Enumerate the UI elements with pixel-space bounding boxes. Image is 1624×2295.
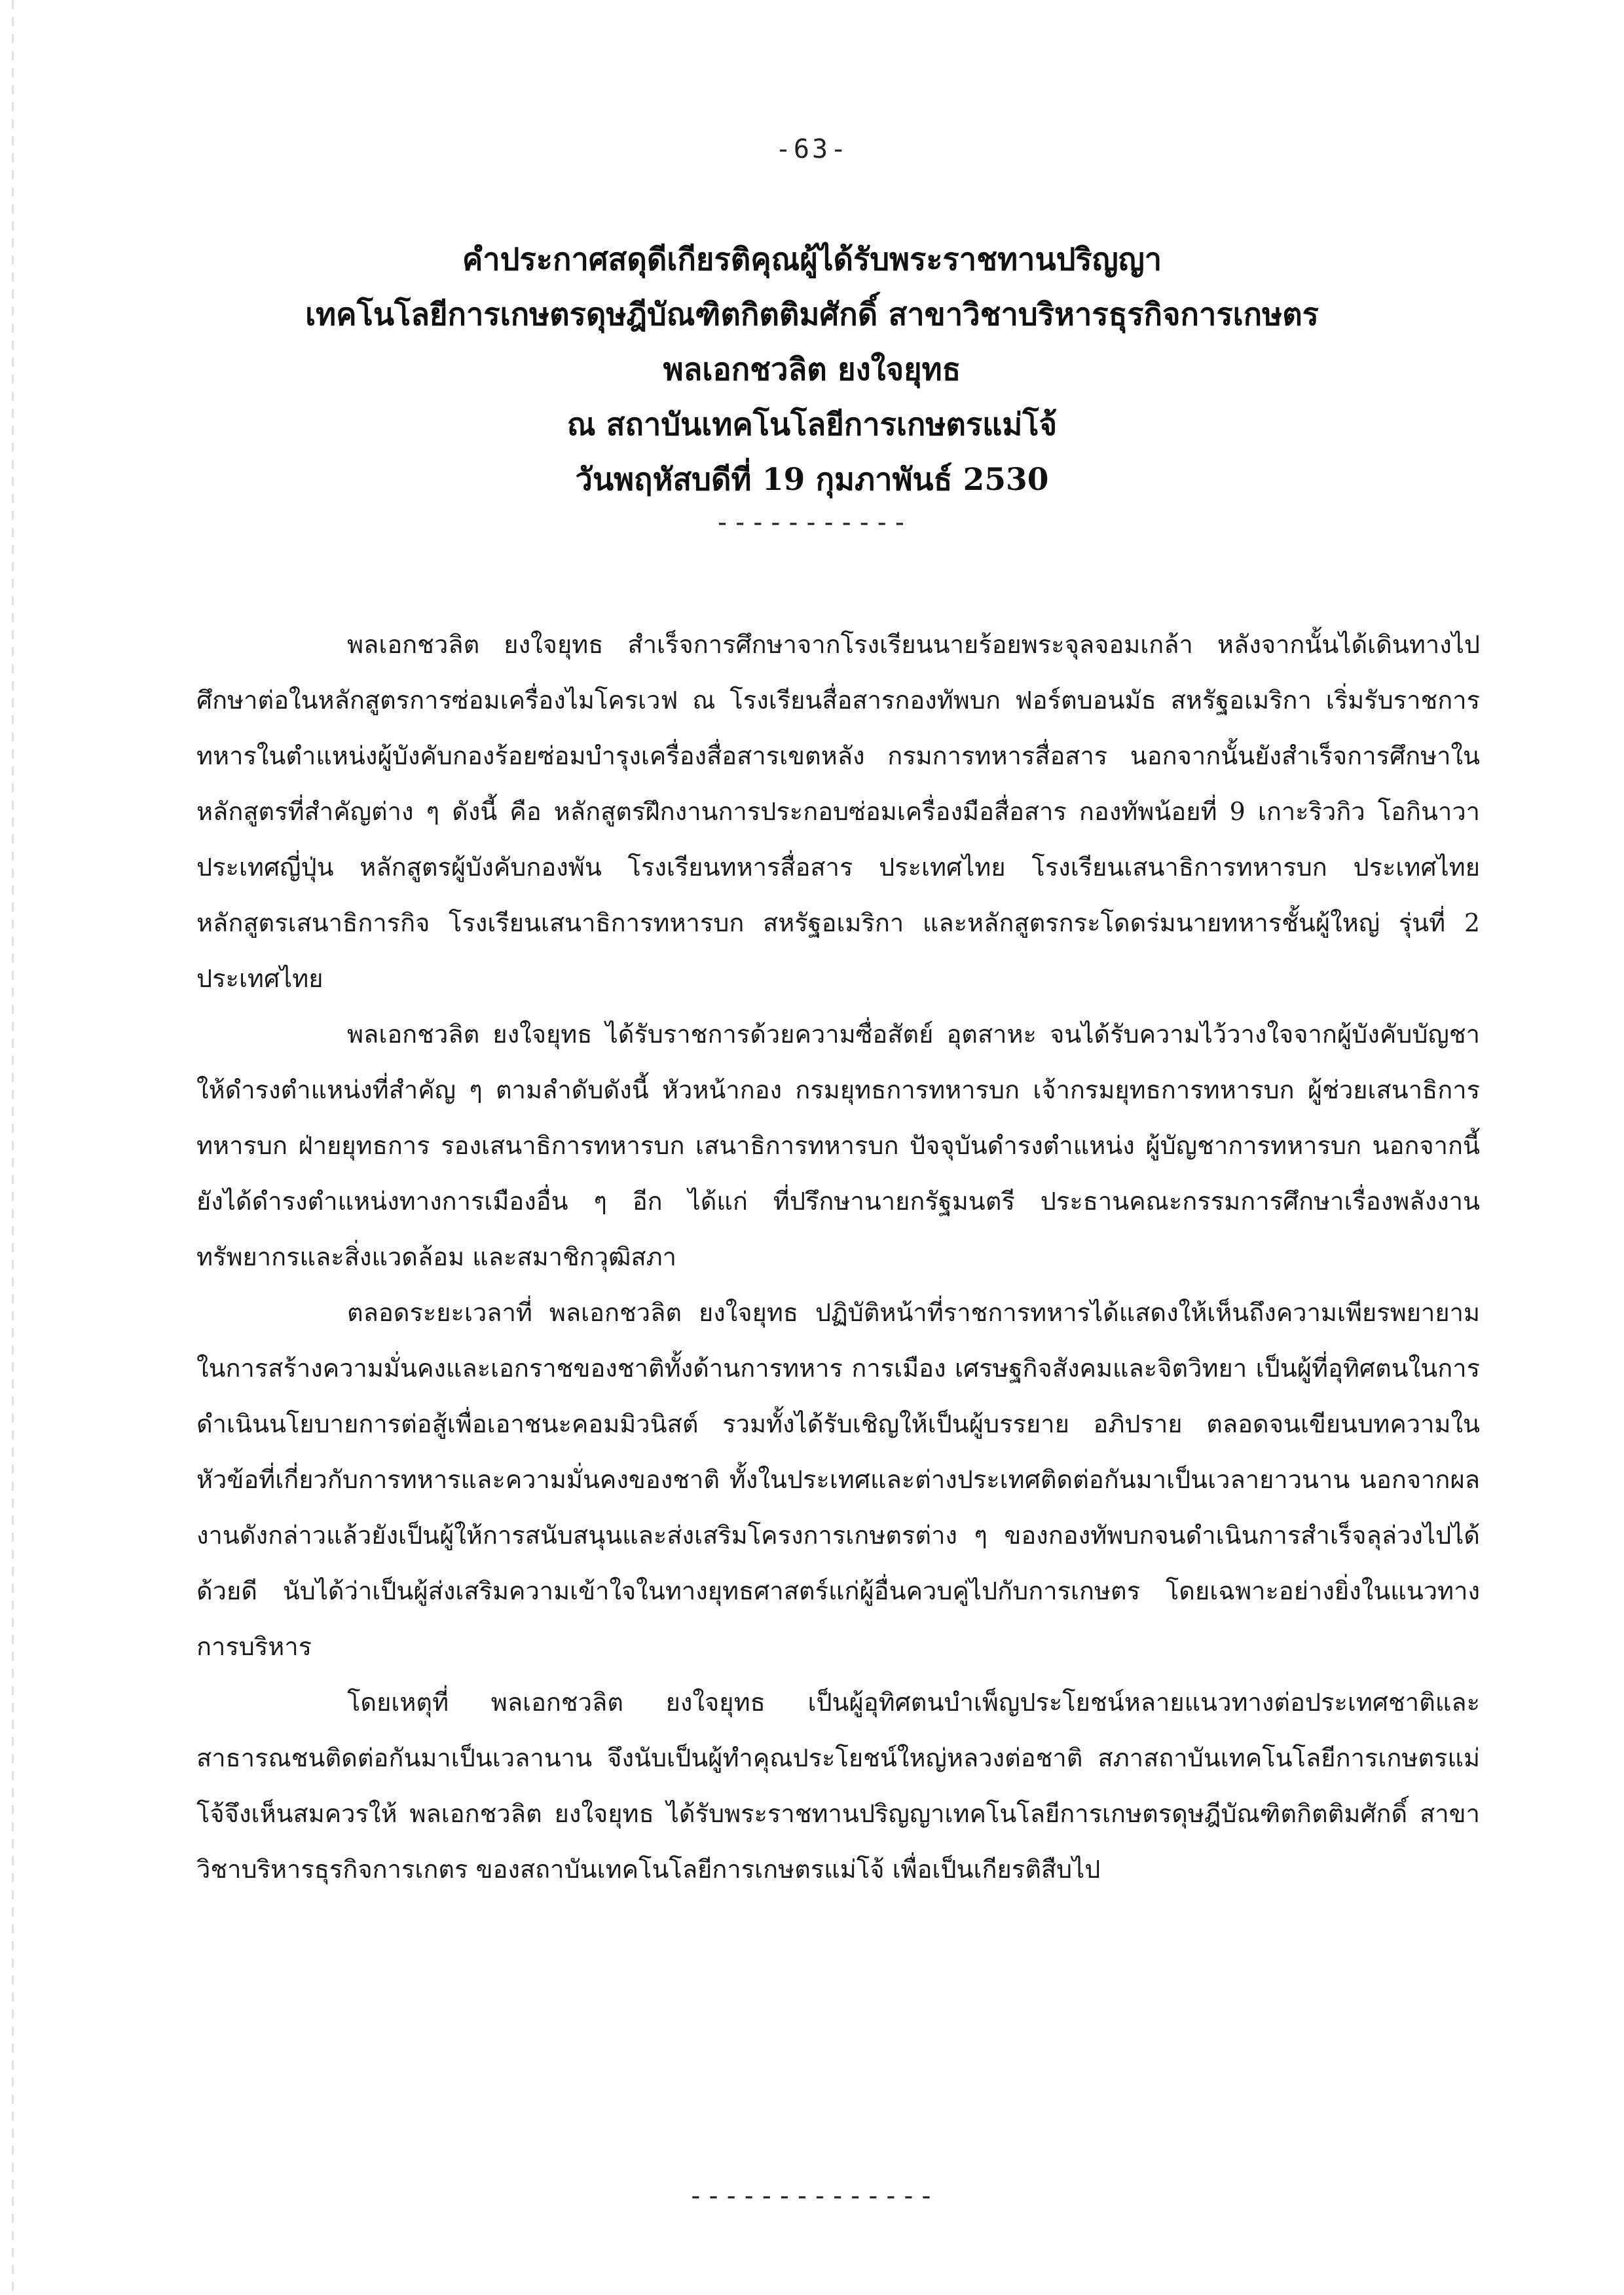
end-divider: --------------	[688, 2181, 936, 2211]
paragraph-career: พลเอกชวลิต ยงใจยุทธ ได้รับราชการด้วยความซื่อสัตย์ อุตสาหะ จนได้รับความไว้วางใจจากผู้บังคับบัญชาให้ดำรงตำแหน่งที่สำคัญ ๆ ตามลำดับดังนี้ หัวหน้ากอง กรมยุทธการทหารบก เจ้ากรมยุทธการทหารบก ผู้ช่วยเสนาธิการทหารบก ฝ่ายยุทธการ รองเสนาธิการทหารบก เสนาธิการทหารบก ปัจจุบันดำรงตำแหน่ง ผู้บัญชาการทหารบก นอกจากนี้ยังได้ดำรงตำแหน่งทางการเมืองอื่น ๆ อีก ได้แก่ ที่ปรึกษานายกรัฐมนตรี ประธานคณะกรรมการศึกษาเรื่องพลังงานทรัพยากรและสิ่งแวดล้อม และสมาชิกวุฒิสภา	[196, 1020, 1480, 1271]
paragraph-contributions: ตลอดระยะเวลาที่ พลเอกชวลิต ยงใจยุทธ ปฏิบัติหน้าที่ราชการทหารได้แสดงให้เห็นถึงความเพียรพยายามในการสร้างความมั่นคงและเอกราชของชาติทั้งด้านการทหาร การเมือง เศรษฐกิจสังคมและจิตวิทยา เป็นผู้ที่อุทิศตนในการดำเนินนโยบายการต่อสู้เพื่อเอาชนะคอมมิวนิสต์ รวมทั้งได้รับเชิญให้เป็นผู้บรรยาย อภิปราย ตลอดจนเขียนบทความในหัวข้อที่เกี่ยวกับการทหารและความมั่นคงของชาติ ทั้งในประเทศและต่างประเทศติดต่อกันมาเป็นเวลายาวนาน นอกจากผลงานดังกล่าวแล้วยังเป็นผู้ให้การสนับสนุนและส่งเสริมโครงการเกษตรต่าง ๆ ของกองทัพบกจนดำเนินการสำเร็จลุล่วงไปได้ด้วยดี นับได้ว่าเป็นผู้ส่งเสริมความเข้าใจในทางยุทธศาสตร์แก่ผู้อื่นควบคู่ไปกับการเกษตร โดยเฉพาะอย่างยิ่งในแนวทางการบริหาร	[196, 1298, 1480, 1661]
body-text	[196, 617, 1480, 1897]
heading-date: วันพฤหัสบดีที่ 19 กุมภาพันธ์ 2530	[575, 462, 1049, 498]
heading-institution: ณ สถาบันเทคโนโลยีการเกษตรแม่โจ้	[566, 407, 1058, 443]
proclamation-heading	[0, 233, 1624, 508]
heading-recipient-name: พลเอกชวลิต ยงใจยุทธ	[663, 352, 961, 388]
paragraph-conclusion: โดยเหตุที่ พลเอกชวลิต ยงใจยุทธ เป็นผู้อุทิศตนบำเพ็ญประโยชน์หลายแนวทางต่อประเทศชาติและสาธารณชนติดต่อกันมาเป็นเวลานาน จึงนับเป็นผู้ทำคุณประโยชน์ใหญ่หลวงต่อชาติ สภาสถาบันเทคโนโลยีการเกษตรแม่โจ้จึงเห็นสมควรให้ พลเอกชวลิต ยงใจยุทธ ได้รับพระราชทานปริญญาเทคโนโลยีการเกษตรดุษฎีบัณฑิตกิตติมศักดิ์ สาขาวิชาบริหารธุรกิจการเกตร ของสถาบันเทคโนโลยีการเกษตรแม่โจ้ เพื่อเป็นเกียรติสืบไป	[196, 1688, 1480, 1884]
heading-divider: -----------	[714, 508, 910, 538]
heading-title-line: คำประกาศสดุดีเกียรติคุณผู้ได้รับพระราชทานปริญญา	[462, 242, 1162, 278]
heading-degree-line: เทคโนโลยีการเกษตรดุษฎีบัณฑิตกิตติมศักดิ์ สาขาวิชาบริหารธุรกิจการเกษตร	[305, 297, 1319, 333]
paragraph-education: พลเอกชวลิต ยงใจยุทธ สำเร็จการศึกษาจากโรงเรียนนายร้อยพระจุลจอมเกล้า หลังจากนั้นได้เดินทางไปศึกษาต่อในหลักสูตรการซ่อมเครื่องไมโครเวฟ ณ โรงเรียนสื่อสารกองทัพบก ฟอร์ตบอนมัธ สหรัฐอเมริกา เริ่มรับราชการทหารในตำแหน่งผู้บังคับกองร้อยซ่อมบำรุงเครื่องสื่อสารเขตหลัง กรมการทหารสื่อสาร นอกจากนั้นยังสำเร็จการศึกษาในหลักสูตรที่สำคัญต่าง ๆ ดังนี้ คือ หลักสูตรฝึกงานการประกอบซ่อมเครื่องมือสื่อสาร กองทัพน้อยที่ 9 เกาะริวกิว โอกินาวา ประเทศญี่ปุ่น หลักสูตรผู้บังคับกองพัน โรงเรียนทหารสื่อสาร ประเทศไทย โรงเรียนเสนาธิการทหารบก ประเทศไทย หลักสูตรเสนาธิการกิจ โรงเรียนเสนาธิการทหารบก สหรัฐอเมริกา และหลักสูตรกระโดดร่มนายทหารชั้นผู้ใหญ่ รุ่นที่ 2 ประเทศไทย	[196, 630, 1480, 993]
page-number: -63-	[775, 134, 849, 164]
